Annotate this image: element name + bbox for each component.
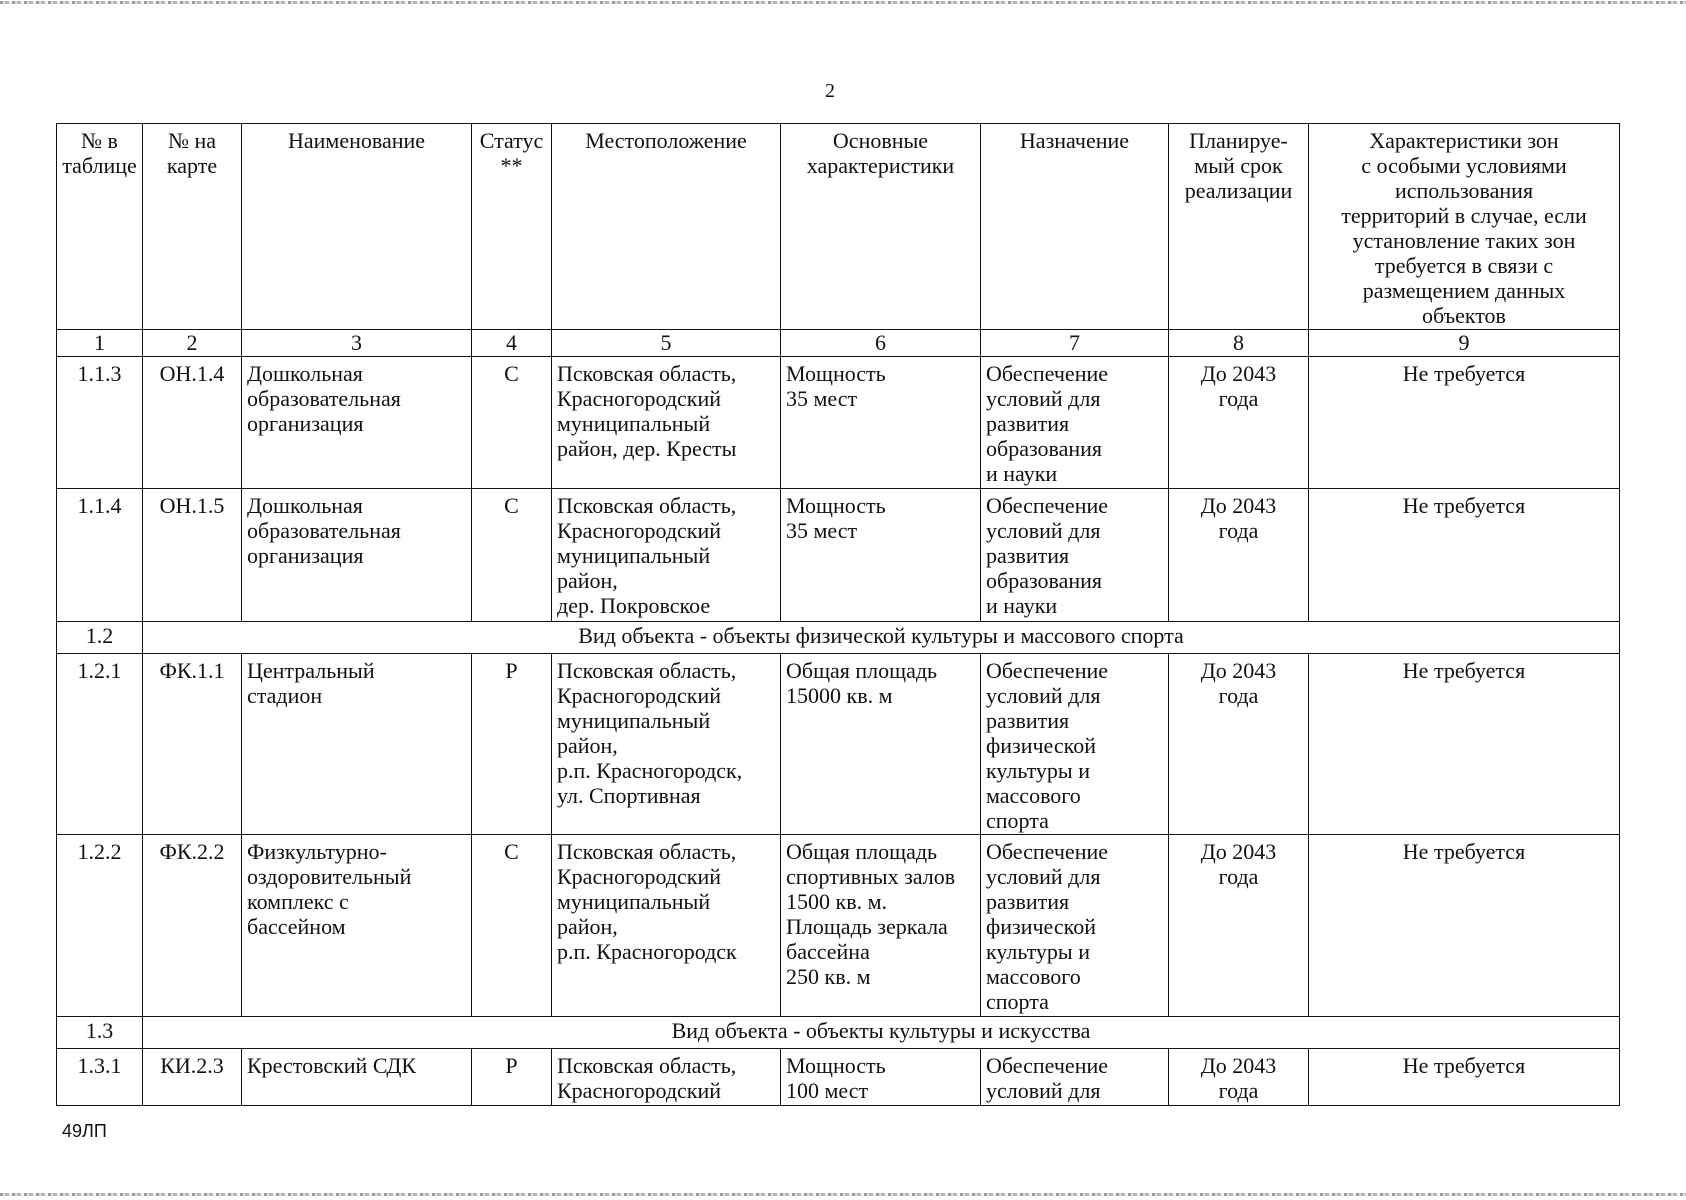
header-map-number: № на карте [143, 124, 242, 330]
table-row [57, 835, 1620, 1017]
cell-zones: Не требуется [1309, 489, 1620, 622]
column-number-row [57, 330, 1620, 357]
section-title: Вид объекта - объекты культуры и искусства [143, 1017, 1620, 1049]
header-term: Планируе- мый срок реализации [1169, 124, 1309, 330]
cell-status: С [472, 357, 552, 489]
cell-term: До 2043 года [1169, 489, 1309, 622]
cell-table-number: 1.3.1 [57, 1049, 143, 1106]
header-name: Наименование [242, 124, 472, 330]
page-number: 2 [825, 80, 835, 102]
cell-zones: Не требуется [1309, 654, 1620, 835]
cell-characteristics: Общая площадь спортивных залов 1500 кв. м. Площадь зеркала бассейна 250 кв. м [781, 835, 981, 1017]
section-row [57, 1017, 1620, 1049]
table-row [57, 489, 1620, 622]
cell-name: Центральный стадион [242, 654, 472, 835]
header-zones: Характеристики зон с особыми условиями использования территорий в случае, если установление таких зон требуется в связи с размещением данных объектов [1309, 124, 1620, 330]
cell-map-number: ОН.1.4 [143, 357, 242, 489]
cell-name: Физкультурно- оздоровительный комплекс с бассейном [242, 835, 472, 1017]
cell-map-number: ФК.2.2 [143, 835, 242, 1017]
cell-purpose: Обеспечение условий для развития физической культуры и массового спорта [981, 835, 1169, 1017]
table-header-row [57, 124, 1620, 330]
column-number: 1 [57, 330, 143, 357]
cell-characteristics: Мощность 100 мест [781, 1049, 981, 1106]
cell-zones: Не требуется [1309, 835, 1620, 1017]
cell-zones: Не требуется [1309, 1049, 1620, 1106]
table-row [57, 1049, 1620, 1106]
table-row [57, 654, 1620, 835]
objects-table [56, 123, 1620, 1106]
cell-term: До 2043 года [1169, 1049, 1309, 1106]
cell-table-number: 1.1.4 [57, 489, 143, 622]
cell-status: Р [472, 1049, 552, 1106]
cell-term: До 2043 года [1169, 835, 1309, 1017]
header-purpose: Назначение [981, 124, 1169, 330]
cell-table-number: 1.2.1 [57, 654, 143, 835]
section-title: Вид объекта - объекты физической культуры и массового спорта [143, 622, 1620, 654]
cell-characteristics: Общая площадь 15000 кв. м [781, 654, 981, 835]
column-number: 3 [242, 330, 472, 357]
cell-characteristics: Мощность 35 мест [781, 357, 981, 489]
column-number: 9 [1309, 330, 1620, 357]
cell-name: Дошкольная образовательная организация [242, 357, 472, 489]
cell-purpose: Обеспечение условий для [981, 1049, 1169, 1106]
column-number: 2 [143, 330, 242, 357]
column-number: 4 [472, 330, 552, 357]
cell-location: Псковская область, Красногородский муниципальный район, дер. Покровское [552, 489, 781, 622]
cell-status: Р [472, 654, 552, 835]
cell-map-number: ФК.1.1 [143, 654, 242, 835]
header-characteristics: Основные характеристики [781, 124, 981, 330]
header-status: Статус ** [472, 124, 552, 330]
scan-bottom-edge [0, 1193, 1686, 1196]
cell-name: Крестовский СДК [242, 1049, 472, 1106]
column-number: 7 [981, 330, 1169, 357]
header-table-number: № в таблице [57, 124, 143, 330]
cell-characteristics: Мощность 35 мест [781, 489, 981, 622]
cell-name: Дошкольная образовательная организация [242, 489, 472, 622]
section-row [57, 622, 1620, 654]
cell-term: До 2043 года [1169, 357, 1309, 489]
table-row [57, 357, 1620, 489]
cell-purpose: Обеспечение условий для развития образования и науки [981, 357, 1169, 489]
header-location: Местоположение [552, 124, 781, 330]
document-code: 49ЛП [62, 1121, 107, 1141]
cell-location: Псковская область, Красногородский муниципальный район, р.п. Красногородск [552, 835, 781, 1017]
column-number: 6 [781, 330, 981, 357]
section-number: 1.2 [57, 622, 143, 654]
section-number: 1.3 [57, 1017, 143, 1049]
cell-table-number: 1.2.2 [57, 835, 143, 1017]
cell-map-number: КИ.2.3 [143, 1049, 242, 1106]
cell-status: С [472, 835, 552, 1017]
cell-term: До 2043 года [1169, 654, 1309, 835]
cell-map-number: ОН.1.5 [143, 489, 242, 622]
cell-purpose: Обеспечение условий для развития физической культуры и массового спорта [981, 654, 1169, 835]
cell-zones: Не требуется [1309, 357, 1620, 489]
cell-purpose: Обеспечение условий для развития образования и науки [981, 489, 1169, 622]
column-number: 5 [552, 330, 781, 357]
column-number: 8 [1169, 330, 1309, 357]
cell-table-number: 1.1.3 [57, 357, 143, 489]
scan-top-edge [0, 1, 1686, 4]
cell-location: Псковская область, Красногородский [552, 1049, 781, 1106]
cell-location: Псковская область, Красногородский муниципальный район, р.п. Красногородск, ул. Спортивная [552, 654, 781, 835]
cell-location: Псковская область, Красногородский муниципальный район, дер. Кресты [552, 357, 781, 489]
cell-status: С [472, 489, 552, 622]
